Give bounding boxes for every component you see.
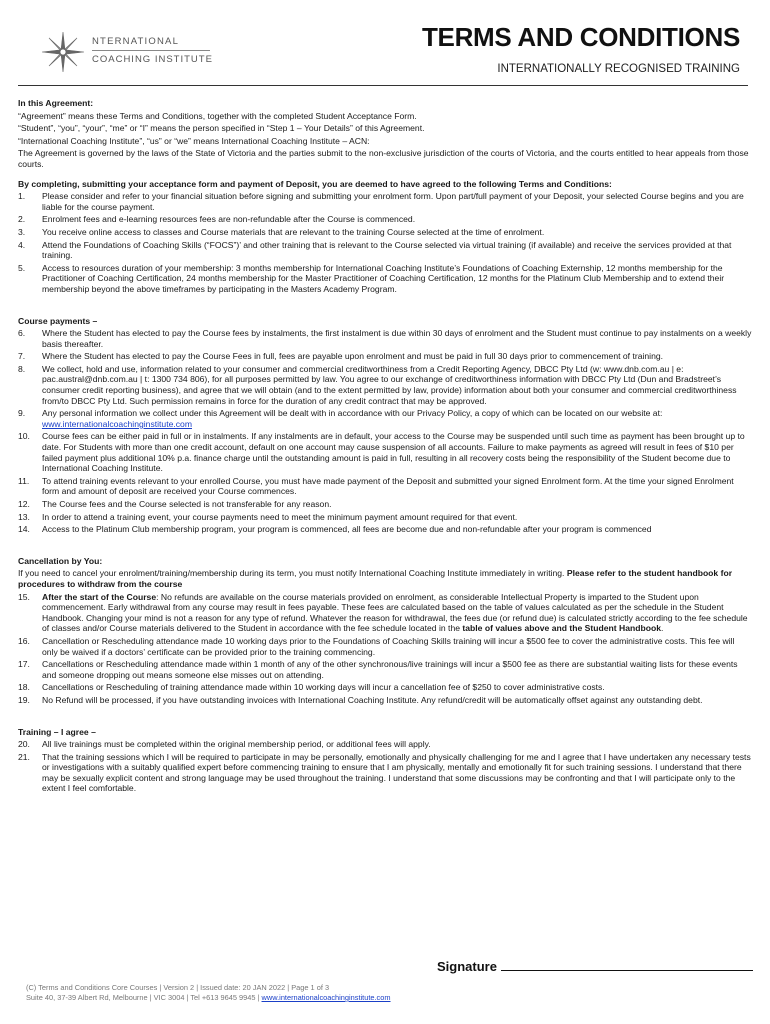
item-number: 13.: [18, 511, 30, 522]
list-item: [18, 408, 752, 429]
item-number: 2.: [18, 214, 26, 225]
intro-text: If you need to cancel your enrolment/training/membership during its term, you must notify International Coaching Institute immediately in writing.: [18, 568, 567, 579]
list-item: [18, 191, 752, 212]
item-text: Cancellations or Rescheduling of training attendance made within 10 working days will incur a cancellation fee of $250 to cover administrative costs.: [42, 682, 605, 693]
item-number: 3.: [18, 226, 26, 237]
item-bold-text: After the start of the Course: [42, 591, 157, 602]
payments-heading: Course payments –: [18, 315, 98, 326]
item-text: : No refunds are available on the course materials provided on enrolment, as considerable Intellectual Property is imparted to the Student upon commencement. Early withdrawal from any course may result in fees payable. These fees are calculated based on the table of values calculated as per the schedule in the Student Handbook. Changing your mind is not a reason for any type of refund. Whatever the reason for withdrawal, the fees due (or refund due) is calculated strictly according to the fee schedule of classes and/or Course materials delivered to the Student in accordance with the fee schedule located in the: [42, 591, 748, 634]
item-number: 17.: [18, 659, 30, 670]
item-number: 5.: [18, 262, 26, 273]
item-text: .: [661, 623, 664, 634]
item-text: Attend the Foundations of Coaching Skills (“FOCS”)’ and other training that is relevant to the Course selected via virtual training (if available) and receive the services provided at that training.: [42, 239, 732, 261]
list-item: [18, 263, 752, 295]
item-bold-text: table of values above and the Student Handbook: [462, 623, 662, 634]
item-number: 14.: [18, 524, 30, 535]
footer-doc-info: (C) Terms and Conditions Core Courses | Version 2 | Issued date: 20 JAN 2022 | Page 1 of 3: [26, 983, 330, 992]
item-text: We collect, hold and use, information related to your consumer and commercial creditworthiness from a Credit Reporting Agency, DBCC Pty Ltd (w: www.dnb.com.au | e: pac.austral@dnb.com.au | t: 1300 734 806), for all purposes permitted by law. You agree to our exchange of creditworthiness information with DBCC Pty Ltd (Dun and Bradstreet’s consumer credit reporting business), and agree that we will obtain (and to the extent permitted by law, provide) information about both your consumer and commercial creditworthiness from/to DBCC Pty Ltd. Such permission remains in force for the duration of any credit contract that may be approved.: [42, 363, 737, 406]
item-number: 8.: [18, 363, 26, 374]
item-number: 10.: [18, 431, 30, 442]
header-divider: [18, 85, 748, 86]
list-item: [18, 512, 752, 523]
item-text: No Refund will be processed, if you have outstanding invoices with International Coaching Institute. Any refund/credit will be automatically offset against any outstanding debt.: [42, 694, 703, 705]
list-item: [18, 364, 752, 406]
item-number: 12.: [18, 499, 30, 509]
agreement-line: The Agreement is governed by the laws of the State of Victoria and the parties submit to the non-exclusive jurisdiction of the courts of Victoria, and the courts entitled to hear appeals from those courts.: [18, 148, 749, 169]
list-item: [18, 592, 752, 634]
item-number: 4.: [18, 239, 26, 250]
item-text: Cancellation or Rescheduling attendance made 10 working days prior to the Foundations of Coaching Skills training will incur a $500 fee to cover the administrative costs. This fee will only be waived if a doctors’ certificate can be provided prior to the training commencing.: [42, 635, 735, 657]
item-number: 21.: [18, 751, 30, 762]
list-item: [18, 227, 752, 238]
cancellation-heading: Cancellation by You:: [18, 555, 103, 566]
list-item: [18, 351, 752, 362]
terms-body: [18, 98, 752, 794]
item-number: 11.: [18, 475, 30, 486]
list-item: [18, 240, 752, 261]
compass-star-icon: [40, 30, 86, 74]
item-number: 1.: [18, 191, 26, 202]
item-number: 6.: [18, 328, 26, 339]
item-text: Cancellations or Rescheduling attendance made within 1 month of any of the other synchronous/live trainings will incur a $500 fee as there are substantial waiting lists for these events and someone dropping out means someone else misses out on attending.: [42, 659, 738, 680]
list-item: [18, 214, 752, 225]
item-text: Access to resources duration of your membership: 3 months membership for International Coaching Institute’s Foundations of Coaching Externship, 12 months membership for the Practitioner of Coaching Certification, 24 months membership for the Master Practitioner of Coaching Certification, 12 months for the Platinum Club Membership and to extend their membership beyond the above timeframes by participating in the Masters Academy Program.: [42, 262, 725, 294]
item-text: Course fees can be either paid in full or in instalments. If any instalments are in default, your access to the Course may be suspended until such time as payment has been brought up to date. For Students with more than one credit account, default on one account may cause suspension of all accounts. Failure to make payments as agreed will result in fees of $10 per failed payment plus additional 10% p.a. finance charge until the outstanding amount is paid in full, resulting in all recovery costs being the responsibility of the Student become due to International Coaching Institute.: [42, 431, 745, 474]
item-text: Where the Student has elected to pay the Course fees by instalments, the first instalment is due within 30 days of enrolment and the Student must continue to pay instalments on a weekly basis thereafter.: [42, 328, 752, 349]
item-number: 7.: [18, 351, 26, 362]
list-item: [18, 659, 752, 680]
page-footer: [26, 983, 391, 1003]
cancellation-intro: [18, 568, 752, 589]
item-number: 9.: [18, 408, 26, 419]
item-number: 20.: [18, 739, 30, 750]
item-text: Please consider and refer to your financial situation before signing and submitting your enrolment form. Upon part/full payment of your Deposit, your selected Course begins and you are liable for the course payment.: [42, 191, 744, 212]
logo-text-bottom: COACHING INSTITUTE: [92, 54, 213, 65]
signature-line[interactable]: [501, 959, 753, 971]
agreement-line: “Agreement” means these Terms and Conditions, together with the completed Student Acceptance Form.: [18, 110, 417, 121]
logo-divider: [92, 50, 210, 51]
page-title: TERMS AND CONDITIONS: [421, 22, 740, 52]
list-item: [18, 739, 752, 750]
agreement-heading: In this Agreement:: [18, 98, 94, 108]
list-item: [18, 328, 752, 349]
item-text: To attend training events relevant to your enrolled Course, you must have made payment of the Deposit and submitted your signed Enrolment form. At the time your signed Enrolment form and amount of deposit are received your Course commences.: [42, 475, 734, 497]
list-item: [18, 752, 752, 794]
logo-text-top: NTERNATIONAL: [92, 36, 180, 47]
item-text: That the training sessions which I will be required to participate in may be personally, emotionally and physically challenging for me and I agree that I have undertaken any necessary tests or investigations with a suitably qualified expert before commencing training to ensure that I am physically, mentally and emotionally fit for such training sessions. I understand that there may be sexually explicit content and strong language may be used throughout the training. I understand that some discussions may be confronting and that I will participate only to the extent I feel comfortable.: [42, 751, 751, 794]
item-text: Enrolment fees and e-learning resources fees are non-refundable after the Course is commenced.: [42, 214, 416, 225]
list-item: [18, 499, 752, 510]
page-subtitle: INTERNATIONALLY RECOGNISED TRAINING: [497, 63, 740, 75]
intro-bold-text: Please refer to the student handbook for procedures to withdraw from the course: [18, 568, 733, 589]
agreement-line: “Student”, “you”, “your”, “me” or “I” means the person specified in “Step 1 – Your Details” of this Agreement.: [18, 123, 425, 134]
item-text: Where the Student has elected to pay the Course Fees in full, fees are payable upon enrolment and must be paid in full 30 days prior to commencement of training.: [42, 351, 664, 362]
item-number: 16.: [18, 635, 30, 646]
logo: [40, 30, 215, 74]
item-number: 15.: [18, 591, 30, 602]
item-text: You receive online access to classes and Course materials that are relevant to the training Course selected at the time of enrolment.: [42, 226, 545, 237]
list-item: [18, 695, 752, 706]
list-item: [18, 682, 752, 693]
item-text: Any personal information we collect under this Agreement will be dealt with in accordance with our Privacy Policy, a copy of which can be located on our website at:: [42, 408, 663, 419]
item-number: 19.: [18, 694, 30, 705]
list-item: [18, 431, 752, 473]
agreement-line: “International Coaching Institute”, “us” or “we” means International Coaching Institute – ACN:: [18, 135, 370, 146]
item-text: All live trainings must be completed within the original membership period, or additional fees will apply.: [42, 739, 431, 750]
list-item: [18, 636, 752, 657]
footer-address-line: [26, 993, 391, 1003]
item-text: In order to attend a training event, your course payments need to meet the minimum payment amount required for that event.: [42, 511, 518, 522]
item-number: 18.: [18, 682, 30, 693]
item-text: The Course fees and the Course selected is not transferable for any reason.: [42, 499, 332, 509]
item-text: Access to the Platinum Club membership program, your program is commenced, all fees are become due and non-refundable after your program is commenced: [42, 524, 652, 535]
signature-label: Signature: [437, 959, 497, 974]
website-link[interactable]: www.internationalcoachinginstitute.com: [42, 418, 192, 429]
signature-field[interactable]: [437, 959, 753, 974]
completing-heading: By completing, submitting your acceptance form and payment of Deposit, you are deemed to have agreed to the following Terms and Conditions:: [18, 178, 612, 189]
training-heading: Training – I agree –: [18, 726, 96, 737]
list-item: [18, 476, 752, 497]
footer-website-link[interactable]: www.internationalcoachinginstitute.com: [261, 993, 391, 1002]
list-item: [18, 524, 752, 535]
footer-address: Suite 40, 37-39 Albert Rd, Melbourne | VIC 3004 | Tel +613 9645 9945 |: [26, 993, 262, 1002]
